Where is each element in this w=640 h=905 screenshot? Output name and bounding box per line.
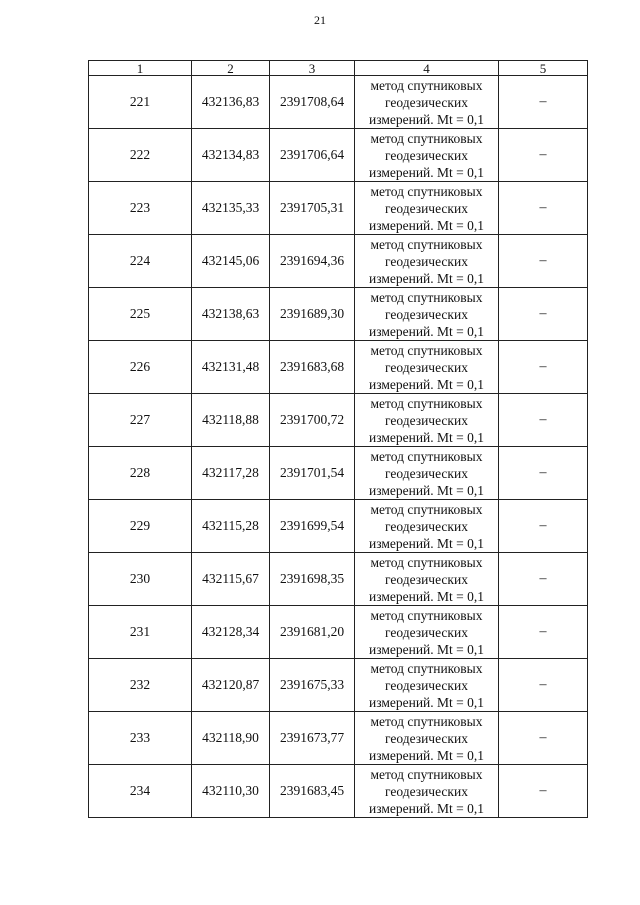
note-cell: –: [499, 394, 588, 447]
method-line: метод спутниковых: [370, 130, 483, 146]
method-line: геодезических: [385, 412, 468, 428]
method-line: геодезических: [385, 147, 468, 163]
method-line: измерений. Mt = 0,1: [368, 111, 485, 127]
method-line: геодезических: [385, 200, 468, 216]
method-line: геодезических: [385, 253, 468, 269]
method-cell: [355, 500, 499, 553]
table-row: [89, 235, 588, 288]
x-coordinate-cell: 432135,33: [192, 182, 270, 235]
note-cell: –: [499, 606, 588, 659]
y-coordinate-cell: 2391700,72: [270, 394, 355, 447]
method-line: геодезических: [385, 677, 468, 693]
point-number-cell: 230: [89, 553, 192, 606]
method-line: метод спутниковых: [370, 183, 483, 199]
x-coordinate-cell: 432117,28: [192, 447, 270, 500]
y-coordinate-cell: 2391701,54: [270, 447, 355, 500]
method-cell: [355, 394, 499, 447]
x-coordinate-cell: 432136,83: [192, 76, 270, 129]
point-number-cell: 233: [89, 712, 192, 765]
y-coordinate-cell: 2391705,31: [270, 182, 355, 235]
method-line: измерений. Mt = 0,1: [368, 217, 485, 233]
x-coordinate-cell: 432110,30: [192, 765, 270, 818]
y-coordinate-cell: 2391689,30: [270, 288, 355, 341]
method-line: метод спутниковых: [370, 607, 483, 623]
method-line: метод спутниковых: [370, 766, 483, 782]
method-cell: [355, 553, 499, 606]
table-row: [89, 553, 588, 606]
x-coordinate-cell: 432131,48: [192, 341, 270, 394]
method-cell: [355, 341, 499, 394]
y-coordinate-cell: 2391681,20: [270, 606, 355, 659]
note-cell: –: [499, 447, 588, 500]
column-header-4: 4: [355, 61, 499, 76]
method-line: геодезических: [385, 306, 468, 322]
column-header-1: 1: [89, 61, 192, 76]
method-line: геодезических: [385, 571, 468, 587]
note-cell: –: [499, 500, 588, 553]
table-body: [89, 76, 588, 818]
method-line: измерений. Mt = 0,1: [368, 482, 485, 498]
x-coordinate-cell: 432134,83: [192, 129, 270, 182]
y-coordinate-cell: 2391673,77: [270, 712, 355, 765]
coordinates-table: [88, 60, 588, 818]
point-number-cell: 226: [89, 341, 192, 394]
method-line: метод спутниковых: [370, 554, 483, 570]
method-line: метод спутниковых: [370, 77, 483, 93]
x-coordinate-cell: 432118,90: [192, 712, 270, 765]
method-line: измерений. Mt = 0,1: [368, 323, 485, 339]
table-row: [89, 712, 588, 765]
method-line: метод спутниковых: [370, 342, 483, 358]
method-line: измерений. Mt = 0,1: [368, 535, 485, 551]
point-number-cell: 234: [89, 765, 192, 818]
x-coordinate-cell: 432115,67: [192, 553, 270, 606]
method-line: геодезических: [385, 465, 468, 481]
y-coordinate-cell: 2391706,64: [270, 129, 355, 182]
x-coordinate-cell: 432118,88: [192, 394, 270, 447]
point-number-cell: 223: [89, 182, 192, 235]
point-number-cell: 229: [89, 500, 192, 553]
y-coordinate-cell: 2391698,35: [270, 553, 355, 606]
y-coordinate-cell: 2391699,54: [270, 500, 355, 553]
table-row: [89, 341, 588, 394]
method-cell: [355, 182, 499, 235]
table-header-row: [89, 61, 588, 76]
y-coordinate-cell: 2391694,36: [270, 235, 355, 288]
x-coordinate-cell: 432138,63: [192, 288, 270, 341]
note-cell: –: [499, 288, 588, 341]
method-line: геодезических: [385, 783, 468, 799]
table-row: [89, 129, 588, 182]
page-number: 21: [314, 13, 326, 27]
table-row: [89, 288, 588, 341]
y-coordinate-cell: 2391708,64: [270, 76, 355, 129]
method-cell: [355, 235, 499, 288]
method-line: измерений. Mt = 0,1: [368, 800, 485, 816]
note-cell: –: [499, 712, 588, 765]
method-line: метод спутниковых: [370, 660, 483, 676]
point-number-cell: 232: [89, 659, 192, 712]
column-header-5: 5: [499, 61, 588, 76]
method-line: метод спутниковых: [370, 501, 483, 517]
method-line: геодезических: [385, 359, 468, 375]
method-line: измерений. Mt = 0,1: [368, 429, 485, 445]
table-row: [89, 500, 588, 553]
column-header-2: 2: [192, 61, 270, 76]
method-line: геодезических: [385, 624, 468, 640]
x-coordinate-cell: 432128,34: [192, 606, 270, 659]
y-coordinate-cell: 2391675,33: [270, 659, 355, 712]
note-cell: –: [499, 76, 588, 129]
note-cell: –: [499, 765, 588, 818]
table-row: [89, 447, 588, 500]
method-line: метод спутниковых: [370, 713, 483, 729]
method-line: метод спутниковых: [370, 395, 483, 411]
point-number-cell: 224: [89, 235, 192, 288]
method-line: метод спутниковых: [370, 448, 483, 464]
method-cell: [355, 712, 499, 765]
method-line: измерений. Mt = 0,1: [368, 694, 485, 710]
point-number-cell: 231: [89, 606, 192, 659]
method-line: измерений. Mt = 0,1: [368, 641, 485, 657]
x-coordinate-cell: 432145,06: [192, 235, 270, 288]
method-cell: [355, 659, 499, 712]
note-cell: –: [499, 182, 588, 235]
method-cell: [355, 765, 499, 818]
table-row: [89, 394, 588, 447]
y-coordinate-cell: 2391683,45: [270, 765, 355, 818]
method-line: метод спутниковых: [370, 289, 483, 305]
y-coordinate-cell: 2391683,68: [270, 341, 355, 394]
method-cell: [355, 606, 499, 659]
note-cell: –: [499, 553, 588, 606]
table-row: [89, 76, 588, 129]
point-number-cell: 228: [89, 447, 192, 500]
note-cell: –: [499, 129, 588, 182]
method-line: метод спутниковых: [370, 236, 483, 252]
note-cell: –: [499, 235, 588, 288]
table-row: [89, 182, 588, 235]
table-row: [89, 659, 588, 712]
note-cell: –: [499, 341, 588, 394]
point-number-cell: 221: [89, 76, 192, 129]
method-cell: [355, 129, 499, 182]
point-number-cell: 222: [89, 129, 192, 182]
x-coordinate-cell: 432115,28: [192, 500, 270, 553]
method-line: измерений. Mt = 0,1: [368, 164, 485, 180]
point-number-cell: 227: [89, 394, 192, 447]
note-cell: –: [499, 659, 588, 712]
x-coordinate-cell: 432120,87: [192, 659, 270, 712]
method-line: геодезических: [385, 518, 468, 534]
method-line: геодезических: [385, 94, 468, 110]
method-cell: [355, 447, 499, 500]
method-cell: [355, 288, 499, 341]
method-line: измерений. Mt = 0,1: [368, 270, 485, 286]
method-line: измерений. Mt = 0,1: [368, 747, 485, 763]
column-header-3: 3: [270, 61, 355, 76]
method-line: измерений. Mt = 0,1: [368, 588, 485, 604]
table-row: [89, 765, 588, 818]
method-cell: [355, 76, 499, 129]
table-row: [89, 606, 588, 659]
point-number-cell: 225: [89, 288, 192, 341]
method-line: измерений. Mt = 0,1: [368, 376, 485, 392]
method-line: геодезических: [385, 730, 468, 746]
